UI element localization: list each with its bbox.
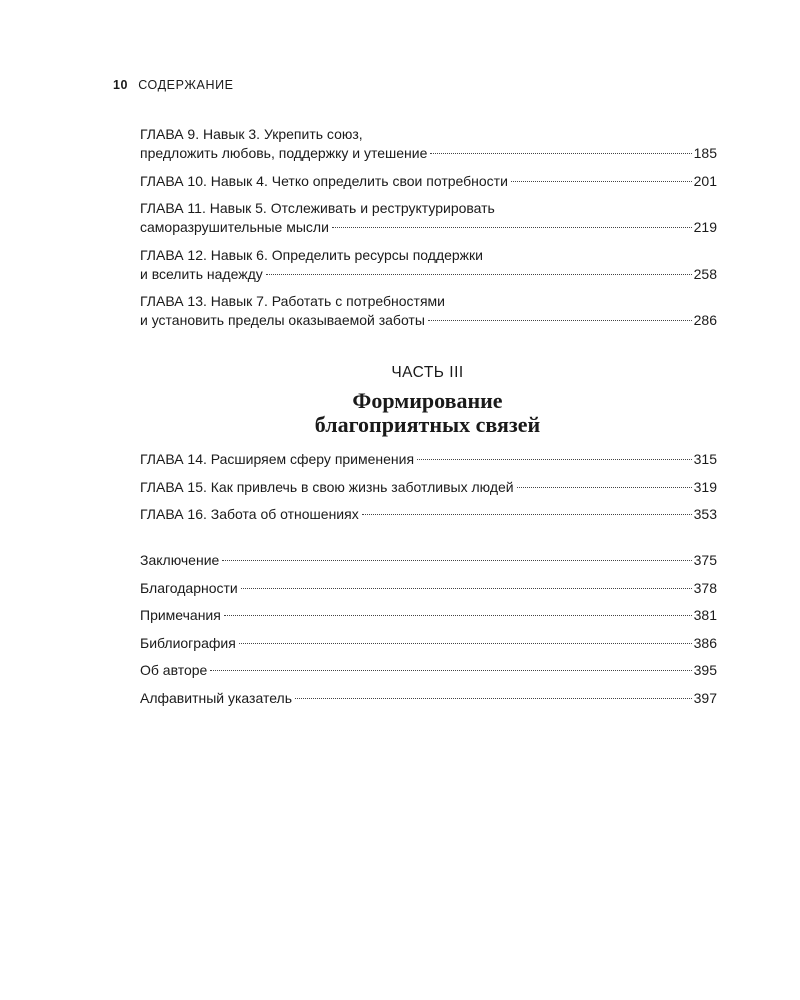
toc-entry-title-line2: предложить любовь, поддержку и утешение bbox=[140, 145, 428, 161]
toc-entry-conclusion[interactable] bbox=[140, 551, 717, 570]
toc-entry-title-line2: саморазрушительные мысли bbox=[140, 219, 329, 235]
toc-entry-title: ГЛАВА 10. Навык 4. Четко определить свои потребности bbox=[140, 172, 508, 189]
toc-entry-page: 397 bbox=[693, 689, 717, 706]
toc-entry-title-line2: и установить пределы оказываемой заботы bbox=[140, 312, 425, 328]
dot-leader bbox=[266, 274, 692, 275]
toc-entry-bibliography[interactable] bbox=[140, 634, 717, 653]
page-number: 10 bbox=[113, 78, 129, 92]
toc-entry-chapter-11[interactable] bbox=[140, 199, 717, 237]
toc-entry-title: Примечания bbox=[140, 607, 221, 623]
toc-entry-chapter-12[interactable] bbox=[140, 246, 717, 284]
toc-entry-page: 319 bbox=[693, 478, 717, 495]
toc-entry-title: Благодарности bbox=[140, 579, 238, 596]
dot-leader bbox=[239, 643, 692, 644]
dot-leader bbox=[511, 181, 692, 182]
toc-entry-title-line1: ГЛАВА 11. Навык 5. Отслеживать и реструктурировать bbox=[140, 200, 495, 216]
toc-entry-page: 378 bbox=[693, 579, 717, 596]
dot-leader bbox=[210, 670, 691, 671]
dot-leader bbox=[222, 560, 691, 561]
toc-entry-title-line2: и вселить надежду bbox=[140, 265, 263, 282]
dot-leader bbox=[430, 153, 691, 154]
toc-entry-page: 375 bbox=[693, 552, 717, 568]
toc-entry-page: 395 bbox=[693, 662, 717, 678]
toc-entry-page: 258 bbox=[693, 265, 717, 282]
toc-chapters-top bbox=[140, 125, 717, 339]
toc-entry-chapter-9[interactable] bbox=[140, 125, 717, 163]
toc-entry-chapter-14[interactable] bbox=[140, 450, 717, 469]
toc-entry-title-line1: ГЛАВА 13. Навык 7. Работать с потребностями bbox=[140, 293, 445, 309]
toc-back-matter bbox=[140, 551, 717, 716]
toc-entry-title: Об авторе bbox=[140, 662, 208, 678]
toc-entry-page: 219 bbox=[693, 219, 717, 235]
toc-entry-page: 381 bbox=[693, 607, 717, 623]
toc-entry-title: Алфавитный указатель bbox=[140, 689, 292, 706]
dot-leader bbox=[224, 615, 692, 616]
toc-entry-title: Библиография bbox=[140, 634, 236, 651]
toc-entry-page: 386 bbox=[693, 634, 717, 651]
toc-entry-title-line1: ГЛАВА 12. Навык 6. Определить ресурсы поддержки bbox=[140, 246, 483, 263]
running-head bbox=[113, 78, 234, 92]
part-title bbox=[0, 389, 800, 437]
toc-entry-chapter-15[interactable] bbox=[140, 478, 717, 497]
toc-entry-title: ГЛАВА 14. Расширяем сферу применения bbox=[140, 451, 415, 467]
dot-leader bbox=[417, 459, 692, 460]
toc-entry-notes[interactable] bbox=[140, 606, 717, 625]
toc-chapters-part3 bbox=[140, 450, 717, 533]
part-label: ЧАСТЬ III bbox=[391, 364, 464, 381]
part-title-line1: Формирование bbox=[352, 388, 503, 413]
toc-entry-page: 315 bbox=[693, 451, 717, 467]
toc-entry-index[interactable] bbox=[140, 689, 717, 708]
toc-entry-page: 201 bbox=[693, 172, 717, 189]
dot-leader bbox=[517, 487, 692, 488]
toc-entry-page: 185 bbox=[693, 145, 717, 161]
toc-entry-page: 353 bbox=[693, 506, 717, 522]
dot-leader bbox=[332, 227, 692, 228]
toc-entry-chapter-16[interactable] bbox=[140, 505, 717, 524]
section-title: СОДЕРЖАНИЕ bbox=[138, 78, 234, 92]
toc-entry-chapter-10[interactable] bbox=[140, 172, 717, 191]
toc-entry-page: 286 bbox=[693, 312, 717, 328]
dot-leader bbox=[241, 588, 692, 589]
toc-entry-title: ГЛАВА 16. Забота об отношениях bbox=[140, 506, 359, 522]
dot-leader bbox=[428, 320, 692, 321]
part-title-line2: благоприятных связей bbox=[314, 412, 541, 437]
toc-entry-chapter-13[interactable] bbox=[140, 292, 717, 330]
toc-entry-about-author[interactable] bbox=[140, 661, 717, 680]
dot-leader bbox=[295, 698, 692, 699]
toc-entry-title: Заключение bbox=[140, 552, 220, 568]
dot-leader bbox=[362, 514, 692, 515]
toc-entry-title-line1: ГЛАВА 9. Навык 3. Укрепить союз, bbox=[140, 126, 363, 142]
toc-entry-acknowledgements[interactable] bbox=[140, 579, 717, 598]
toc-entry-title: ГЛАВА 15. Как привлечь в свою жизнь заботливых людей bbox=[140, 478, 514, 495]
